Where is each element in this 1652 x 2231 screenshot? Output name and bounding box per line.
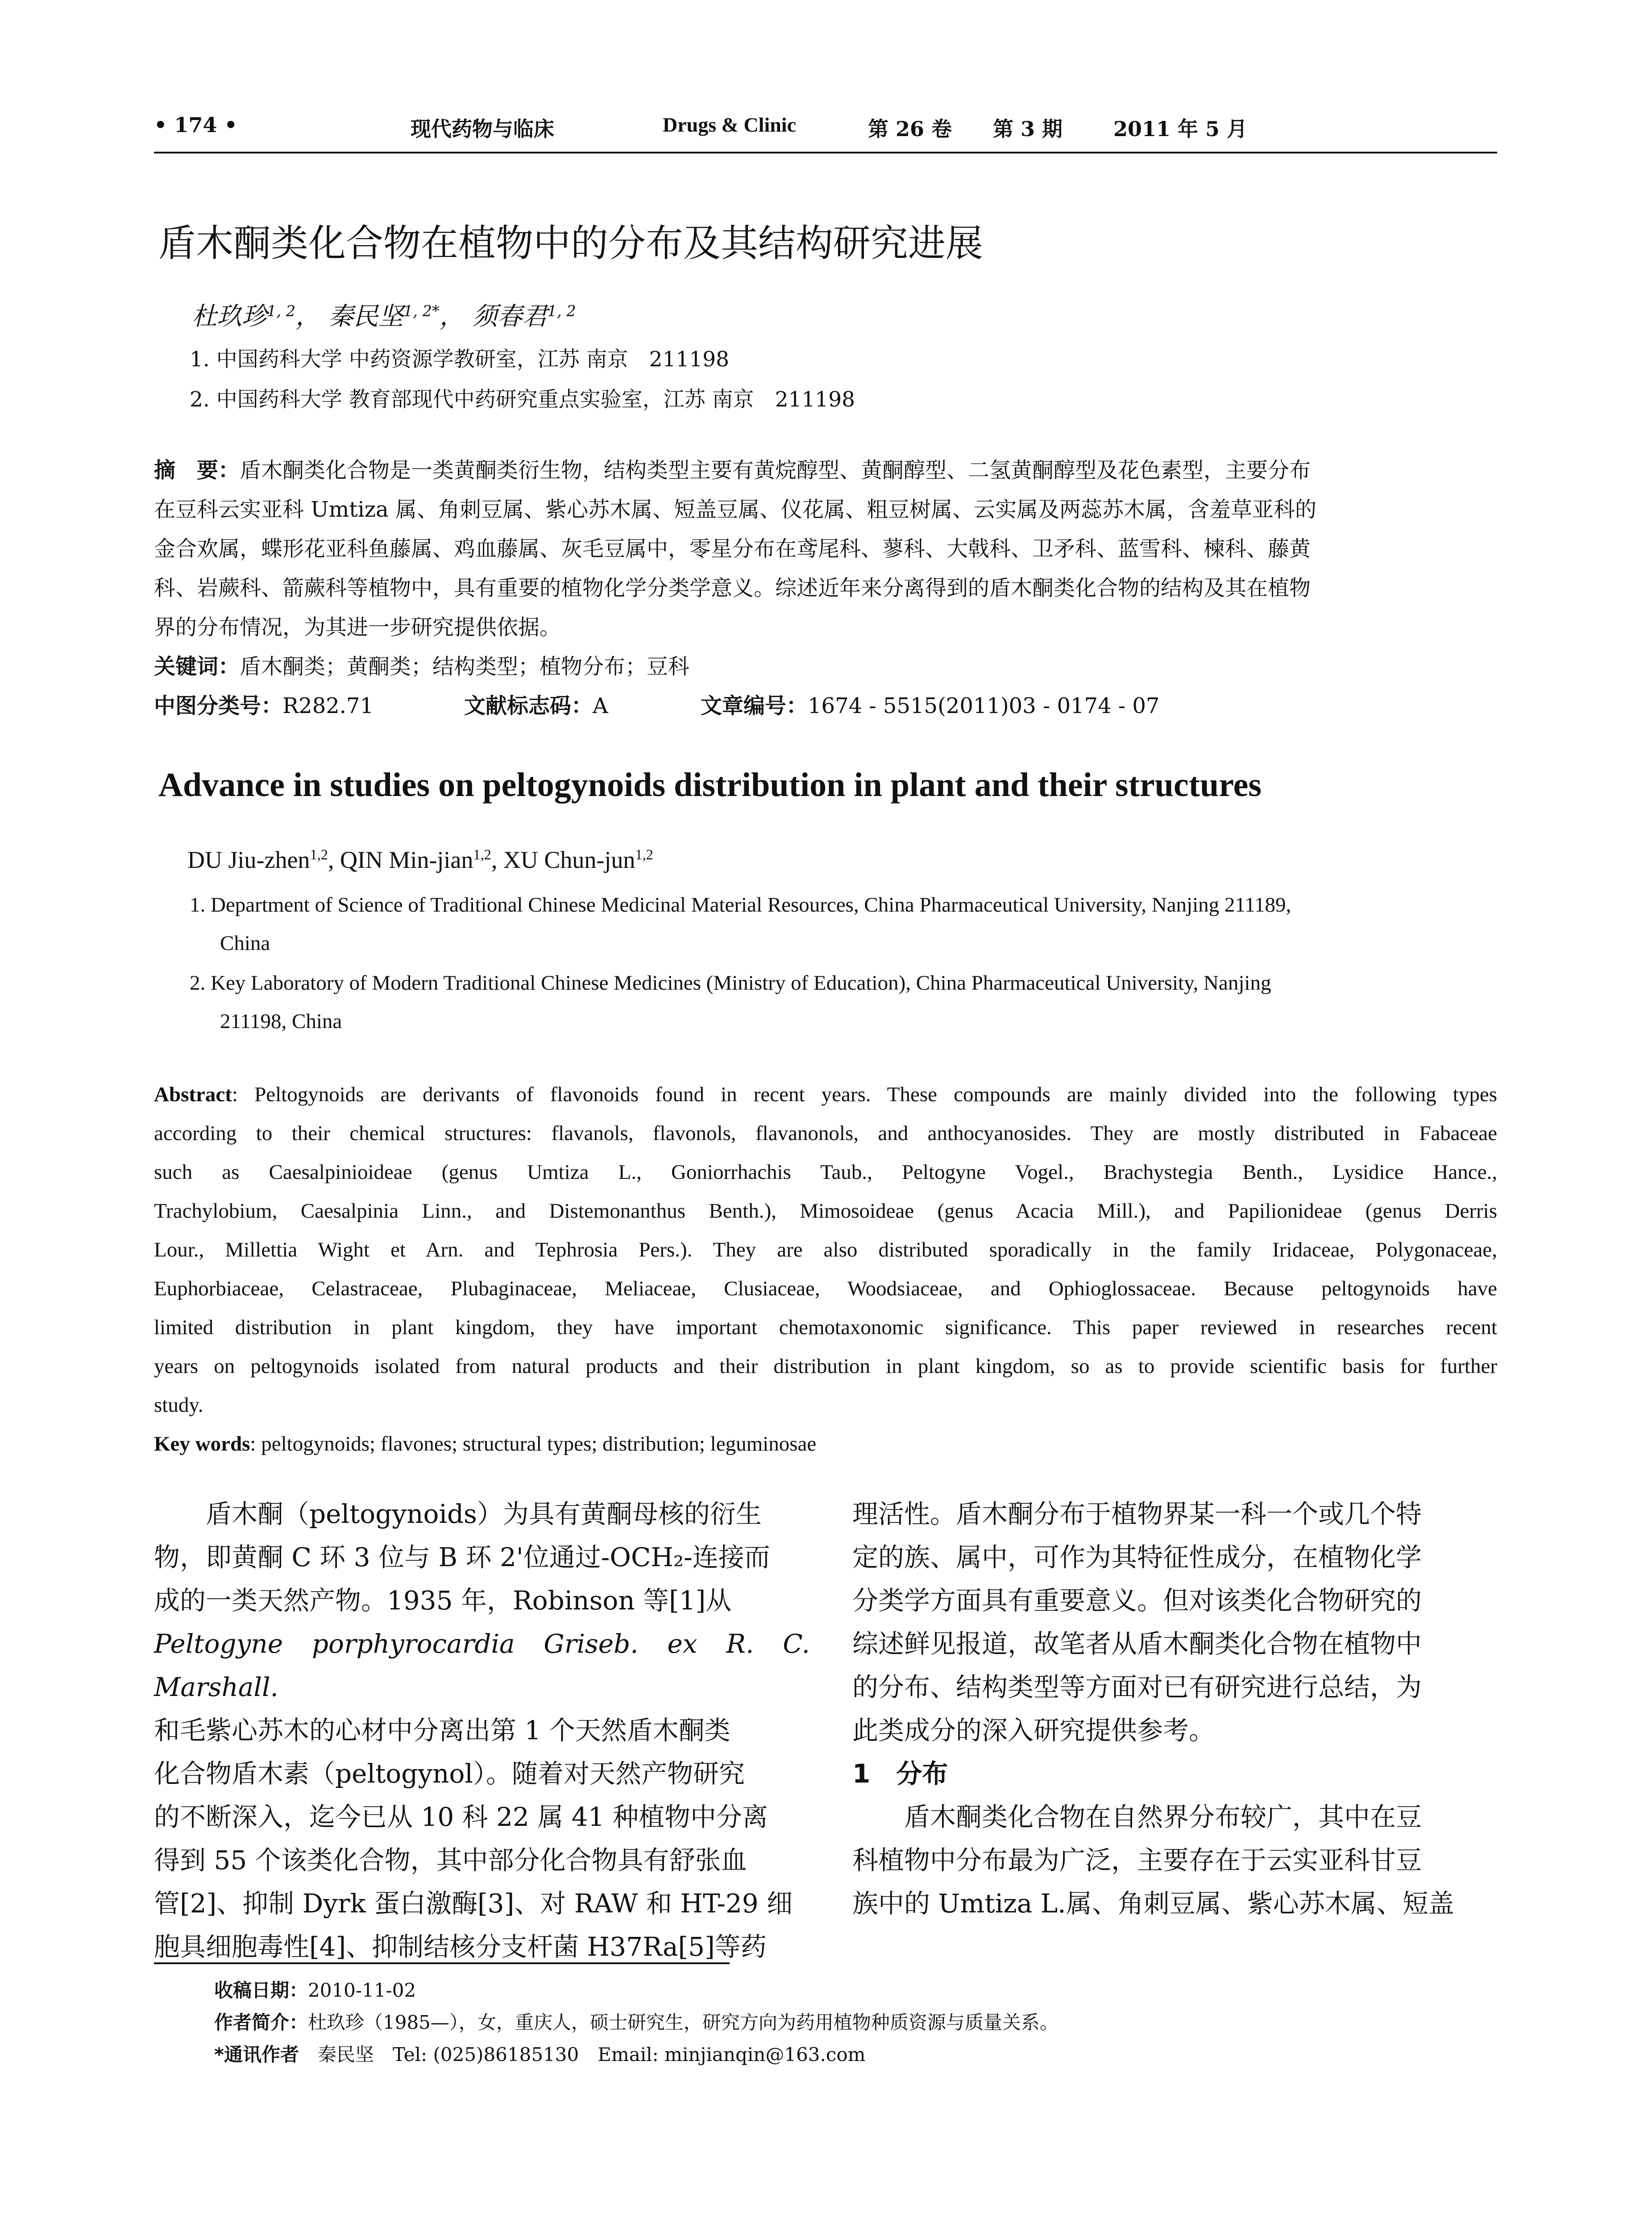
body-line: 理活性。盾木酮分布于植物界某一科一个或几个特 [852, 1499, 1422, 1529]
author-name: 须春君 [472, 302, 548, 331]
received-date: 2010-11-02 [308, 1979, 416, 2001]
abstract-en-line: according to their chemical structures: flavanols, flavonols, flavanonols, and anthocyanosides. They are mostly distributed in Fabaceae [154, 1122, 1497, 1145]
title-cn: 盾木酮类化合物在植物中的分布及其结构研究进展 [158, 221, 984, 265]
body-line: 物，即黄酮 C 环 3 位与 B 环 2'位通过-OCH₂-连接而 [154, 1542, 770, 1572]
abstract-cn-label: 摘 要： [154, 458, 240, 483]
abstract-en-line: limited distribution in plant kingdom, they have important chemotaxonomic significance. This paper reviewed in researches recent [154, 1316, 1497, 1339]
document-code-line [464, 686, 608, 726]
abstract-cn-line: 在豆科云实亚科 Umtiza 属、角刺豆属、紫心苏木属、短盖豆属、仪花属、粗豆树属、云实属及两蕊苏木属，含羞草亚科的 [154, 497, 1317, 522]
doc-code: A [593, 693, 608, 718]
author-name: QIN Min-jian [340, 846, 473, 873]
author-affiliation-mark: 1,2 [473, 847, 491, 863]
affiliation-cn-2: 2. 中国药科大学 教育部现代中药研究重点实验室，江苏 南京 211198 [190, 387, 855, 412]
affiliation-cn-1: 1. 中国药科大学 中药资源学教研室，江苏 南京 211198 [190, 347, 730, 372]
author-affiliation-mark: 1, 2 [267, 302, 296, 320]
body-line: 化合物盾木素（peltogynol）。随着对天然产物研究 [154, 1758, 745, 1789]
keywords-cn-label: 关键词： [154, 654, 240, 679]
author-affiliation-mark: 1, 2* [403, 302, 440, 320]
body-line: 成的一类天然产物。1935 年，Robinson 等[1]从 [154, 1585, 732, 1616]
author-bio: 杜玖珍（1985—），女，重庆人，硕士研究生，研究方向为药用植物种质资源与质量关系。 [308, 2011, 1058, 2033]
abstract-cn-line: 科、岩蕨科、箭蕨科等植物中，具有重要的植物化学分类学意义。综述近年来分离得到的盾木酮类化合物的结构及其在植物 [154, 576, 1311, 601]
author-name: XU Chun-jun [503, 846, 635, 873]
affiliation-en-2: 2. Key Laboratory of Modern Traditional Chinese Medicines (Ministry of Education), China Pharmaceutical University, Nanjing 211198, China [190, 971, 1271, 1033]
running-header [154, 113, 1497, 141]
body-line: Peltogyne porphyrocardia Griseb. ex R. C. Marshall. [154, 1629, 810, 1702]
authors-en: DU Jiu-zhen$^{1,2}$, QIN Min-jian$^{1,2}$, XU Chun-jun$^{1,2}$ [187, 846, 653, 873]
body-line: 胞具细胞毒性[4]、抑制结核分支杆菌 H37Ra[5]等药 [154, 1932, 767, 1962]
keywords-en: : peltogynoids; flavones; structural types; distribution; leguminosae [250, 1432, 817, 1456]
body-line: 定的族、属中，可作为其特征性成分，在植物化学 [852, 1542, 1422, 1572]
author-affiliation-mark: 1, 2 [547, 302, 576, 320]
clc-label: 中图分类号： [154, 693, 283, 718]
authors-cn: 杜玖珍$^{1, 2}$， 秦民坚$^{1, 2*}$， 须春君$^{1, 2}$ [192, 302, 576, 331]
issue: 第 3 期 [993, 117, 1063, 141]
abstract-en-line: years on peltogynoids isolated from natural products and their distribution in plant kingdom, so as to provide scientific basis for further [154, 1355, 1497, 1378]
author-affiliation-mark: 1,2 [310, 847, 328, 863]
abstract-cn [154, 451, 1497, 686]
corresponding-contact: 秦民坚 Tel: (025)86185130 Email: minjianqin@163.com [299, 2044, 866, 2065]
body-line: 此类成分的深入研究提供参考。 [852, 1715, 1215, 1746]
body-line: 科植物中分布最为广泛，主要存在于云实亚科甘豆 [852, 1845, 1422, 1875]
header-rule [154, 152, 1497, 153]
author-affiliation-mark: 1,2 [635, 847, 653, 863]
title-en: Advance in studies on peltogynoids distribution in plant and their structures [158, 766, 1262, 804]
author-name: 杜玖珍 [192, 302, 267, 331]
clc-number: R282.71 [282, 693, 374, 718]
article-no: 1674 - 5515(2011)03 - 0174 - 07 [808, 693, 1160, 718]
footnote-corresponding [214, 2040, 866, 2067]
keywords-en-label: Key words [154, 1432, 250, 1456]
body-line: 综述鲜见报道，故笔者从盾木酮类化合物在植物中 [852, 1629, 1422, 1659]
body-line: 的分布、结构类型等方面对已有研究进行总结，为 [852, 1672, 1422, 1702]
abstract-en [154, 1075, 1497, 1464]
issue-date: 2011 年 5 月 [1113, 117, 1248, 141]
body-line: 盾木酮（peltogynoids）为具有黄酮母核的衍生 [206, 1499, 762, 1529]
abstract-en-line: : Peltogynoids are derivants of flavonoids found in recent years. These compounds are mainly divided into the following types [232, 1083, 1497, 1106]
footnote-rule [154, 1962, 730, 1964]
author-bio-label: 作者简介： [214, 2011, 308, 2033]
abstract-cn-line: 界的分布情况，为其进一步研究提供依据。 [154, 615, 561, 640]
body-left-column [154, 1493, 810, 1969]
abstract-en-line: Lour., Millettia Wight et Arn. and Tephrosia Pers.). They are also distributed sporadically in the family Iridaceae, Polygonaceae, [154, 1238, 1497, 1261]
abstract-en-line: study. [154, 1393, 203, 1417]
abstract-en-line: Euphorbiaceae, Celastraceae, Plubaginaceae, Meliaceae, Clusiaceae, Woodsiaceae, and Ophioglossaceae. Because peltogynoids have [154, 1277, 1497, 1300]
body-line: 管[2]、抑制 Dyrk 蛋白激酶[3]、对 RAW 和 HT-29 细 [154, 1888, 793, 1919]
body-line: 的不断深入，迄今已从 10 科 22 属 41 种植物中分离 [154, 1802, 768, 1832]
body-line: 族中的 Umtiza L.属、角刺豆属、紫心苏木属、短盖 [852, 1888, 1454, 1919]
body-line: 和毛紫心苏木的心材中分离出第 1 个天然盾木酮类 [154, 1715, 731, 1746]
abstract-cn-line: 金合欢属，蝶形花亚科鱼藤属、鸡血藤属、灰毛豆属中，零星分布在鸢尾科、蓼科、大戟科、卫矛科、蓝雪科、楝科、藤黄 [154, 536, 1311, 561]
keywords-cn: 盾木酮类；黄酮类；结构类型；植物分布；豆科 [240, 654, 690, 679]
author-name: 秦民坚 [328, 302, 403, 331]
page-number: • 174 • [154, 113, 237, 137]
journal-name-cn: 现代药物与临床 [411, 117, 554, 141]
section-heading: 1 分布 [852, 1758, 948, 1789]
journal-name-en: Drugs & Clinic [663, 113, 796, 136]
abstract-en-line: such as Caesalpinioideae (genus Umtiza L., Goniorrhachis Taub., Peltogyne Vogel., Brachystegia Benth., Lysidice Hance., [154, 1161, 1497, 1184]
article-no-label: 文章编号： [701, 693, 808, 718]
received-label: 收稿日期： [214, 1979, 308, 2001]
article-number-line [701, 686, 1159, 726]
body-line: 盾木酮类化合物在自然界分布较广，其中在豆 [904, 1802, 1422, 1832]
abstract-en-line: Trachylobium, Caesalpinia Linn., and Distemonanthus Benth.), Mimosoideae (genus Acacia Mill.), and Papilionideae (genus Derris [154, 1199, 1497, 1223]
author-name: DU Jiu-zhen [187, 846, 310, 873]
corresponding-label: *通讯作者 [214, 2044, 299, 2065]
affiliation-en-1: 1. Department of Science of Traditional Chinese Medicinal Material Resources, China Pharmaceutical University, Nanjing 211189, China [190, 893, 1291, 955]
abstract-en-label: Abstract [154, 1083, 232, 1106]
doc-code-label: 文献标志码： [464, 693, 593, 718]
classification-line [154, 686, 374, 726]
abstract-cn-line: 盾木酮类化合物是一类黄酮类衍生物，结构类型主要有黄烷醇型、黄酮醇型、二氢黄酮醇型及花色素型，主要分布 [240, 458, 1311, 483]
volume: 第 26 卷 [868, 117, 952, 141]
body-line: 分类学方面具有重要意义。但对该类化合物研究的 [852, 1585, 1422, 1616]
body-line: 得到 55 个该类化合物，其中部分化合物具有舒张血 [154, 1845, 747, 1875]
body-right-column [852, 1493, 1508, 1925]
footnote-received [214, 1976, 416, 2003]
footnote-author [214, 2008, 1058, 2035]
